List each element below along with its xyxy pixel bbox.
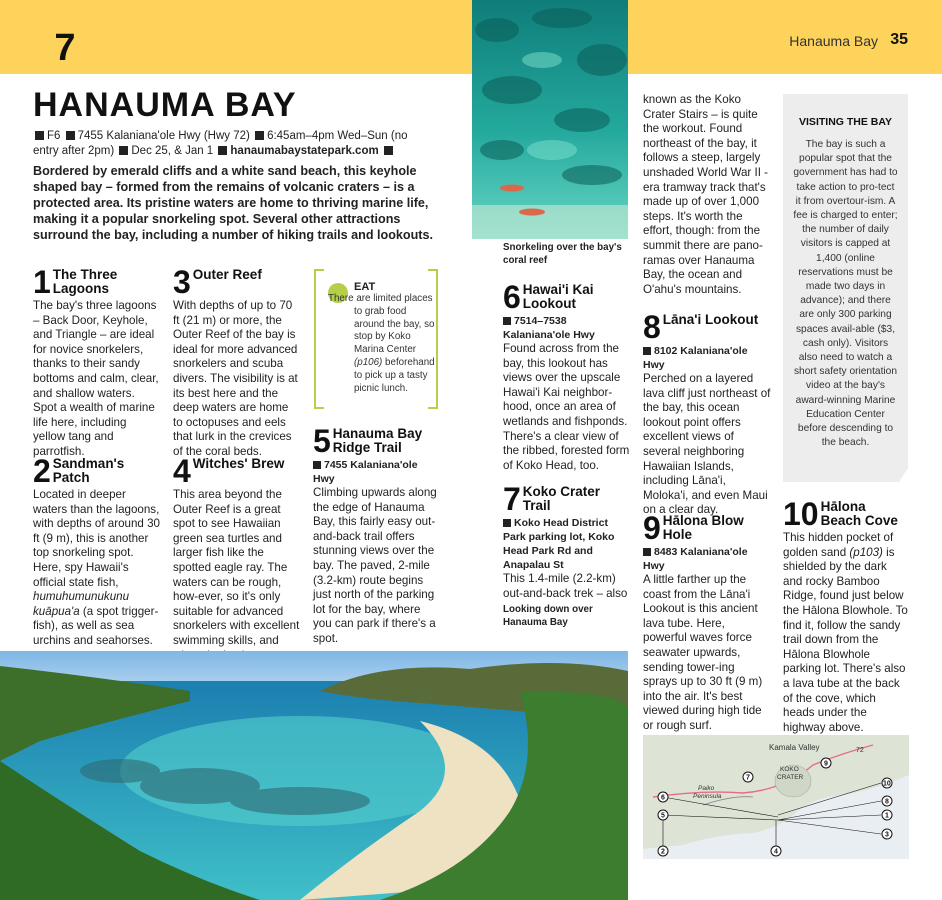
entry-text: This 1.4-mile (2.2-km) out-and-back trek – also xyxy=(503,572,628,600)
address-icon xyxy=(503,317,511,325)
map-label-hwy: 72 xyxy=(856,747,864,754)
address-icon xyxy=(643,548,651,556)
entry-number: 5 xyxy=(313,423,331,459)
eat-label: EAT xyxy=(354,281,376,293)
entry-address: 8102 Kalaniana'ole Hwy xyxy=(643,345,748,371)
entry-2 xyxy=(33,453,163,649)
clock-icon xyxy=(255,131,264,140)
map-label-kamala: Kamala Valley xyxy=(769,743,820,752)
map-pin-10: 10 xyxy=(883,780,891,788)
fact-address: 7455 Kalaniana'ole Hwy (Hwy 72) xyxy=(77,130,250,142)
entry-address: Koko Head District Park parking lot, Koko Head Park Rd and Anapalau St xyxy=(503,517,615,571)
photo-caption-top: Snorkeling over the bay's coral reef xyxy=(503,242,622,266)
closed-icon xyxy=(119,146,128,155)
address-icon xyxy=(66,131,75,140)
entry-text: This hidden pocket of golden sand (p103) is shielded by the dark and rocky Bamboo Ridge, found just below the Hālona Blowhole. To find it, follow the sandy trail down from the Hālona Blowhole parking lot. There's also a lava tube at the back of the cove, which heads under the highway above. xyxy=(783,531,908,734)
map-label-crater: CRATER xyxy=(777,774,804,781)
chapter-number: 7 xyxy=(36,22,94,74)
entry-text: A little farther up the coast from the Lāna'i Lookout is this ancient lava tube. Here, powerful waves force seawater upwards, sending tower-ing sprays up to 30 ft (9 m) into the air. It's best viewed during high tide or rough surf. xyxy=(643,573,763,732)
map-pin-1: 1 xyxy=(885,812,889,820)
bay-panorama-photo xyxy=(0,651,628,900)
entry-text: Climbing upwards along the edge of Hanauma Bay, this fairly easy out-and-back trail offers stunning views over the bay. The paved, 2-mile (3.2-km) route begins just north of the parking lot for the bay, where you can park if there's a spot. xyxy=(313,486,437,645)
address-icon xyxy=(643,347,651,355)
entry-1 xyxy=(33,264,161,460)
entry-number: 2 xyxy=(33,453,51,489)
entry-text: known as the Koko Crater Stairs – is quite the workout. Found northeast of the bay, it follows a steep, largely unshaded World War II -era tramway track that's made up of over 1,000 steps. It's worth the effort, though: from the summit there are pano-ramas over Hanauma Bay, the ocean and O'ahu's mountains. xyxy=(643,93,769,296)
entry-5 xyxy=(313,423,441,647)
entry-8 xyxy=(643,309,771,518)
entry-number: 10 xyxy=(783,496,819,532)
entry-text: Located in deeper waters than the lagoons, with depths of around 30 ft (9 m), this is another top snorkeling spot. Here, spy Hawaii's official state fish, humuhumunukunu kuāpua'a (a spot trigger-fish), as well as sea urchins and seahorses. xyxy=(33,488,160,647)
entry-text: Found across from the bay, this lookout has views over the upscale Hawai'i Kai neighbor-hood, once an area of wetlands and fishponds. There's a clear view of the ribbed, forested form of Koko Head, too. xyxy=(503,342,630,472)
entry-text: The bay's three lagoons – Back Door, Keyhole, and Triangle – are ideal for novice snorkelers, thanks to their sandy bottoms and calm, clear, and shallow waters. Spot a wealth of marine life here, including yellow tang and parrotfish. xyxy=(33,299,159,458)
running-head: Hanauma Bay xyxy=(789,33,878,49)
visiting-sidebar xyxy=(783,94,908,482)
entry-address: 7514–7538 Kalaniana'ole Hwy xyxy=(503,315,595,341)
page-title: HANAUMA BAY xyxy=(33,86,297,124)
address-icon xyxy=(313,461,321,469)
entry-3 xyxy=(173,264,301,460)
entry-title: Lāna'i Lookout xyxy=(662,312,759,327)
entry-title: Hālona Beach Cove xyxy=(820,499,898,528)
map-pin-6: 6 xyxy=(661,794,665,802)
fact-closed: Dec 25, & Jan 1 xyxy=(131,145,214,157)
entry-7 xyxy=(503,481,629,601)
entry-title: Hālona Blow Hole xyxy=(662,513,744,542)
area-map xyxy=(643,735,909,859)
eat-box xyxy=(314,269,438,409)
entry-title: The Three Lagoons xyxy=(52,267,118,296)
map-pin-2: 2 xyxy=(661,848,665,856)
map-label-paiko: Paiko xyxy=(698,785,715,792)
map-pin-8: 8 xyxy=(885,798,889,806)
entry-title: Hawai'i Kai Lookout xyxy=(522,282,594,311)
entry-title: Witches' Brew xyxy=(192,456,285,471)
fact-grid: F6 xyxy=(47,130,61,142)
fact-hours: 6:45am–4pm Wed–Sun (no entry after 2pm) xyxy=(33,130,408,157)
facebook-icon xyxy=(384,146,393,155)
map-pin-3: 3 xyxy=(885,831,889,839)
entry-7-continued xyxy=(643,93,771,297)
entry-text: This area beyond the Outer Reef is a great spot to see Hawaiian green sea turtles and larger fish like the spotted eagle ray. The waters can be rough, how-ever, so it's only suitable for advanced snorkelers with excellent swimming skills, and xyxy=(173,488,300,647)
eat-text: There are limited places to grab food around the bay, so stop by Koko Marina Center (p106) beforehand to pick up a tasty picnic lunch. xyxy=(328,293,435,394)
entry-number: 9 xyxy=(643,510,661,546)
map-label-peninsula: Peninsula xyxy=(693,793,722,800)
map-pin-5: 5 xyxy=(661,812,665,820)
map-pin-7: 7 xyxy=(746,774,750,782)
entry-text: With depths of up to 70 ft (21 m) or more, the Outer Reef of the bay is ideal for more advanced snorkelers and scuba divers. The visibility is at its best here and the deep waters are home to octopuses and eels that lurk in the crevices of the coral beds. xyxy=(173,299,298,458)
entry-number: 6 xyxy=(503,279,521,315)
entry-6 xyxy=(503,279,631,473)
entry-number: 7 xyxy=(503,481,521,517)
entry-title: Outer Reef xyxy=(192,267,262,282)
sidebar-corner xyxy=(899,468,908,482)
sidebar-title: VISITING THE BAY xyxy=(799,116,892,128)
entry-number: 8 xyxy=(643,309,661,345)
snorkeling-photo xyxy=(472,0,628,239)
fact-line xyxy=(33,129,433,159)
entry-title: Sandman's Patch xyxy=(52,456,125,485)
sidebar-text: The bay is such a popular spot that the government has had to take action to pro-tect it from overtour-ism. A fee is charged to enter; the number of daily visitors is capped at 1,400 (online reservations must be made two days in advance); and there are only 300 parking spaces avail-able ($3, cash only). Visitors also need to watch a short safety orientation video at the bay's award-winning Marine Education Center before descending to the beach. xyxy=(793,139,898,449)
entry-address: 7455 Kalaniana'ole Hwy xyxy=(313,459,418,485)
map-grid-icon xyxy=(35,131,44,140)
intro-text: Bordered by emerald cliffs and a white sand beach, this keyhole shaped bay – formed from the remains of volcanic craters – is a protected area. Its pristine waters are home to thriving marine life, making it a popular snorkeling spot. Several other attractions surround the bay, including a number of hiking trails and lookouts. xyxy=(33,164,433,242)
entry-number: 1 xyxy=(33,264,51,300)
entry-9 xyxy=(643,510,771,734)
map-pin-4: 4 xyxy=(774,848,778,856)
entry-number: 3 xyxy=(173,264,191,300)
entry-10 xyxy=(783,496,909,735)
entry-title: Koko Crater Trail xyxy=(522,484,601,513)
entry-text: Perched on a layered lava cliff just northeast of the bay, this ocean lookout point offers excellent views of several neighboring Hawaiian Islands, including Lāna'i, Moloka'i, and even Maui on a clear day. xyxy=(643,372,771,517)
fact-website[interactable]: hanaumabaystatepark.com xyxy=(230,145,379,157)
map-label-koko: KOKO xyxy=(780,766,799,773)
entry-number: 4 xyxy=(173,453,191,489)
entry-address: 8483 Kalaniana'ole Hwy xyxy=(643,546,748,572)
address-icon xyxy=(503,519,511,527)
page-number: 35 xyxy=(890,31,908,48)
map-pin-9: 9 xyxy=(824,760,828,768)
entry-title: Hanauma Bay Ridge Trail xyxy=(332,426,423,455)
photo-caption-bottom: Looking down over Hanauma Bay xyxy=(503,604,593,628)
entry-4 xyxy=(173,453,301,678)
web-icon xyxy=(218,146,227,155)
